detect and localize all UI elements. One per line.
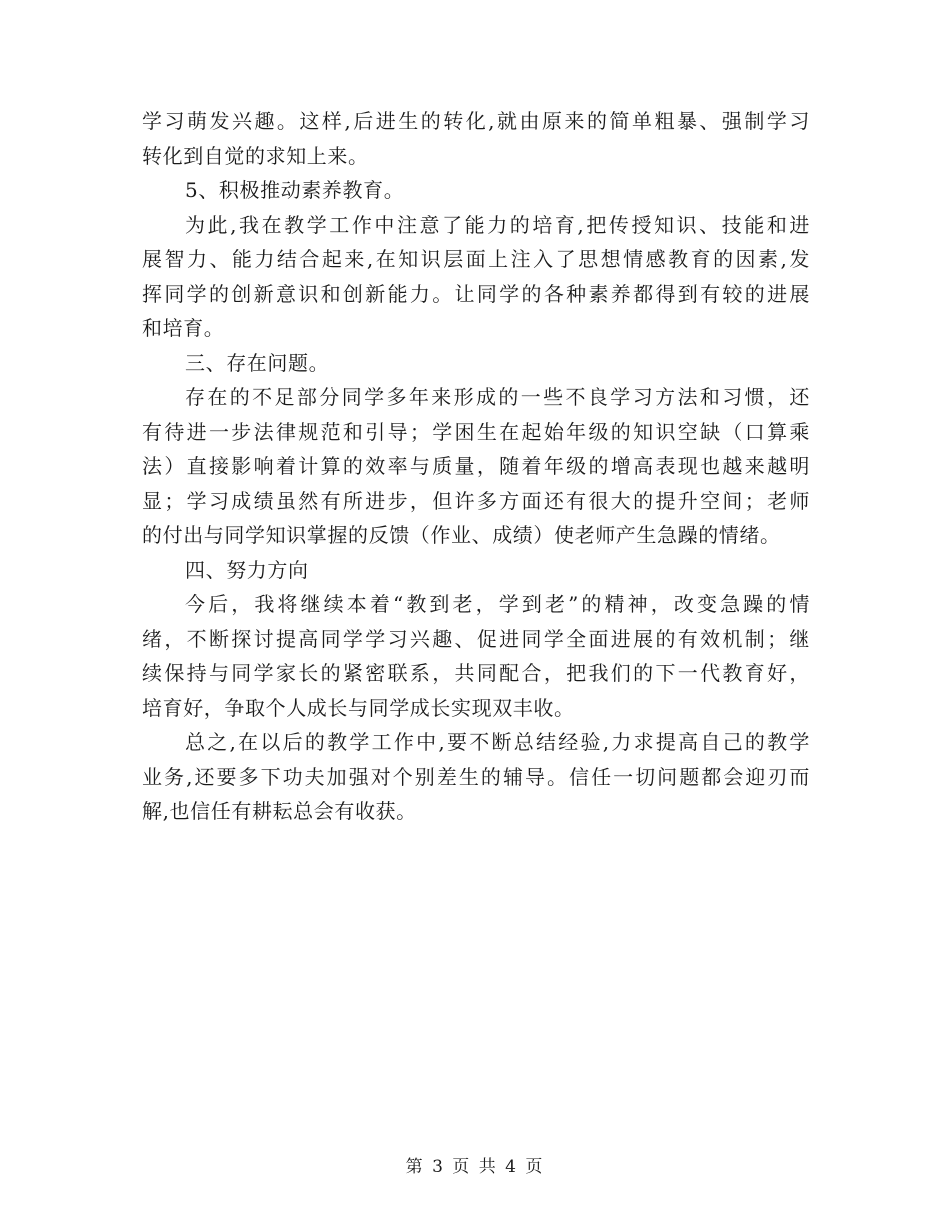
text-line: 学习萌发兴趣。这样,后进生的转化,就由原来的简单粗暴、强制学习 (142, 109, 810, 133)
text-line: 和培育。 (142, 316, 225, 340)
paragraph-p3 (142, 380, 810, 553)
text-line: 绪，不断探讨提高同学学习兴趣、促进同学全面进展的有效机制；继 (142, 626, 810, 651)
paragraph-p4 (142, 587, 810, 725)
text-line: 业务,还要多下功夫加强对个别差生的辅导。信任一切问题都会迎刃而 (142, 764, 810, 789)
text-line: 续保持与同学家长的紧密联系，共同配合，把我们的下一代教育好， (142, 661, 810, 685)
text-line: 培育好，争取个人成长与同学成长实现双丰收。 (142, 695, 575, 720)
text-line: 的付出与同学知识掌握的反馈（作业、成绩）使老师产生急躁的情绪。 (142, 523, 781, 547)
section-heading-4 (142, 553, 810, 588)
text-line: 总之,在以后的教学工作中,要不断总结经验,力求提高自己的教学 (185, 730, 810, 754)
text-line: 显；学习成绩虽然有所进步，但许多方面还有很大的提升空间；老师 (142, 488, 810, 513)
text-line: 存在的不足部分同学多年来形成的一些不良学习方法和习惯，还 (185, 385, 810, 409)
text-line: 解,也信任有耕耘总会有收获。 (142, 799, 417, 823)
paragraph-p2 (142, 208, 810, 346)
text-line: 展智力、能力结合起来,在知识层面上注入了思想情感教育的因素,发 (142, 247, 810, 271)
text-line: 法）直接影响着计算的效率与质量，随着年级的增高表现也越来越明 (142, 454, 810, 478)
text-line: 挥同学的创新意识和创新能力。让同学的各种素养都得到有较的进展 (142, 281, 810, 306)
text-line: 有待进一步法律规范和引导；学困生在起始年级的知识空缺（口算乘 (142, 419, 810, 444)
section-heading-5 (142, 173, 810, 208)
text-line: 为此,我在教学工作中注意了能力的培育,把传授知识、技能和进 (185, 212, 810, 237)
paragraph-p1 (142, 104, 810, 173)
text-line: 四、努力方向 (185, 557, 309, 582)
paragraph-p5 (142, 725, 810, 829)
text-line: 5、积极推动素养教育。 (185, 178, 405, 202)
text-line: 三、存在问题。 (185, 350, 330, 375)
section-heading-3 (142, 346, 810, 381)
text-line: 今后，我将继续本着“教到老，学到老”的精神，改变急躁的情 (185, 592, 810, 616)
page-number-footer: 第 3 页 共 4 页 (405, 1157, 545, 1177)
document-body (142, 104, 810, 829)
text-line: 转化到自觉的求知上来。 (142, 143, 369, 168)
